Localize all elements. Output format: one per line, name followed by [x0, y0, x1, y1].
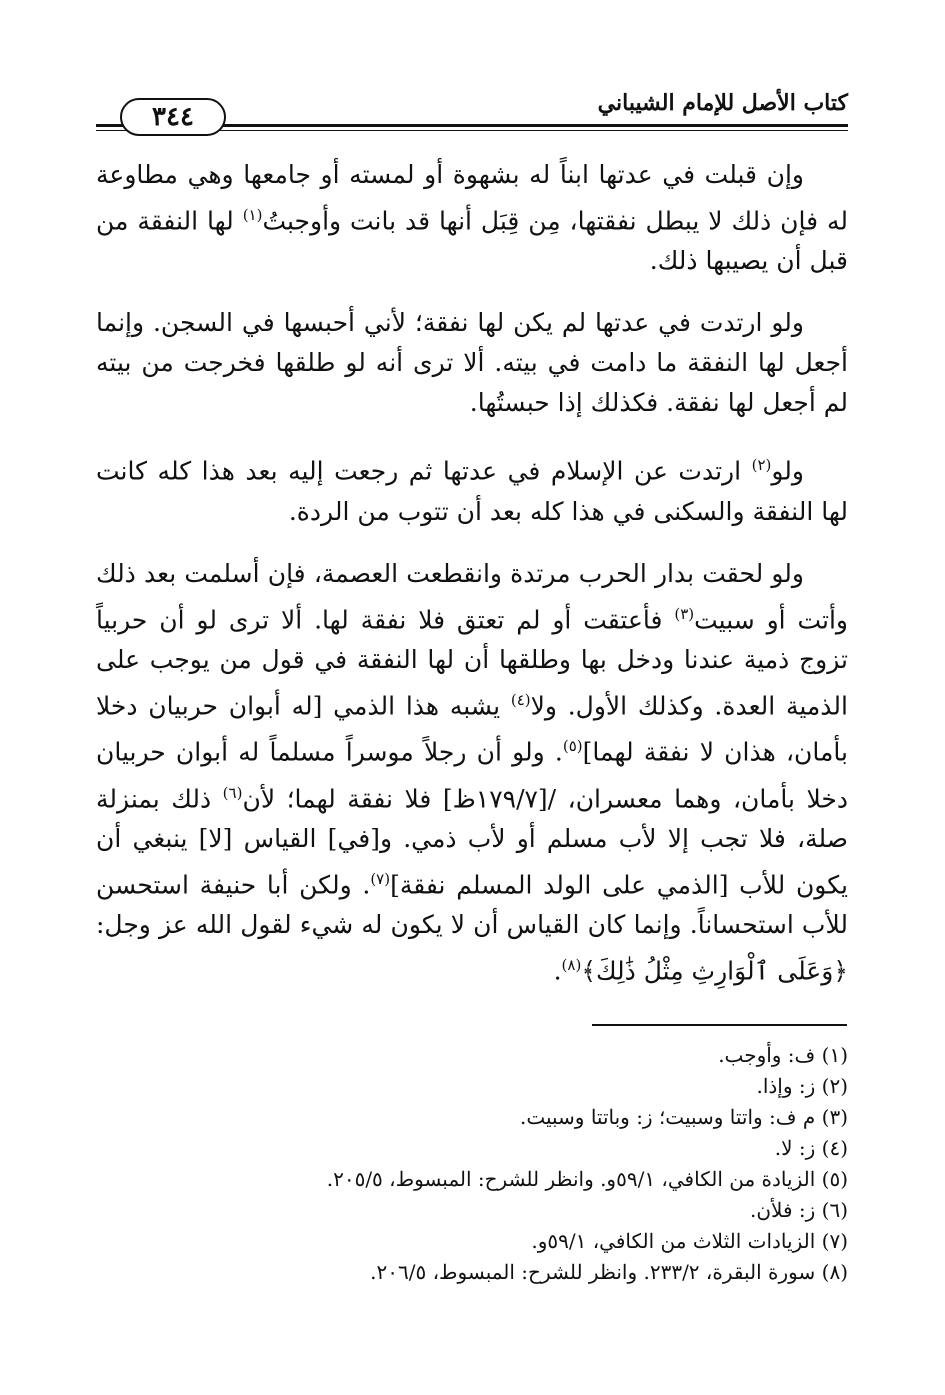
footnote: (٤) ز: لا. — [774, 1136, 848, 1160]
paragraph-3: ولو$^{(٢)}$ ارتدت عن الإسلام في عدتها ثم رجعت إليه بعد هذا كله كانت لها النفقة والسكنى في هذا كله بعد أن تتوب من الردة. — [96, 456, 848, 526]
footnote-ref: (٧) — [370, 869, 391, 888]
page-header — [96, 88, 848, 148]
footnote: (٦) ز: فلأن. — [749, 1198, 848, 1222]
footnote: (١) ف: وأوجب. — [718, 1043, 848, 1067]
footnote: (٨) سورة البقرة، ٢٣٣/٢. وانظر للشرح: المبسوط، ٢٠٦/٥. — [370, 1260, 848, 1284]
footnote-ref: (٥) — [562, 737, 583, 756]
page-number: ٣٤٤ — [120, 98, 226, 136]
footnotes — [200, 1040, 848, 1288]
main-text — [96, 155, 848, 1014]
footnote: (٣) م ف: واتتا وسبيت؛ ز: وباتتا وسبيت. — [519, 1105, 848, 1129]
footnote-separator — [592, 1024, 847, 1026]
footnote-ref: (٣) — [674, 604, 695, 623]
book-title: كتاب الأصل للإمام الشيباني — [590, 90, 848, 116]
footnote-ref: (٨) — [561, 956, 582, 975]
footnote: (٥) الزيادة من الكافي، ٥٩/١و. وانظر للشرح: المبسوط، ٢٠٥/٥. — [326, 1167, 848, 1191]
footnote-ref: (٤) — [510, 690, 531, 709]
footnote-ref: (٢) — [751, 456, 772, 475]
paragraph-4: ولو لحقت بدار الحرب مرتدة وانقطعت العصمة، فإن أسلمت بعد ذلك وأتت أو سبيت$^{(٣)}$ فأعتقت أو لم تعتق فلا نفقة لها. ألا ترى لو أن حربياً تزوج ذمية عندنا ودخل بها وطلقها أن لها النفقة في قول من يوجب على الذمية العدة. وكذلك الأول. ولا$^{(٤)}$ يشبه هذا الذمي [له أبوان حربيان دخلا بأمان، هذان لا نفقة لهما]$^{(٥)}$. ولو أن رجلاً موسراً مسلماً له أبوان حربيان دخلا بأمان، وهما معسران، /[١٧٩/٧ظ] فلا نفقة لهما؛ لأن$^{(٦)}$ ذلك بمنزلة صلة، فلا تجب إلا لأب مسلم أو لأب ذمي. و[في] القياس [لا] ينبغي أن يكون للأب [الذمي على الولد المسلم نفقة]$^{(٧)}$. ولكن أبا حنيفة استحسن للأب استحساناً. وإنما كان القياس أن لا يكون له شيء لقول الله عز وجل: ﴿وَعَلَى ٱلْوَارِثِ مِثْلُ ذَٰلِكَ﴾$^{(٨)}$. — [96, 558, 849, 986]
footnote-ref: (٦) — [222, 783, 243, 802]
paragraph-2: ولو ارتدت في عدتها لم يكن لها نفقة؛ لأني أحبسها في السجن. وإنما أجعل لها النفقة ما دامت في بيته. ألا ترى أنه لو طلقها فخرجت من بيته لم أجعل لها نفقة. فكذلك إذا حبستُها. — [96, 308, 848, 418]
footnote: (٧) الزيادات الثلاث من الكافي، ٥٩/١و. — [531, 1229, 848, 1253]
paragraph-1: وإن قبلت في عدتها ابناً له بشهوة أو لمسته أو جامعها وهي مطاوعة له فإن ذلك لا يبطل نفقتها، مِن قِبَل أنها قد بانت وأوجبتُ$^{(١)}$ لها النفقة من قبل أن يصيبها ذلك. — [96, 160, 849, 276]
footnote: (٢) ز: وإذا. — [756, 1074, 848, 1098]
footnote-ref: (١) — [242, 206, 263, 224]
